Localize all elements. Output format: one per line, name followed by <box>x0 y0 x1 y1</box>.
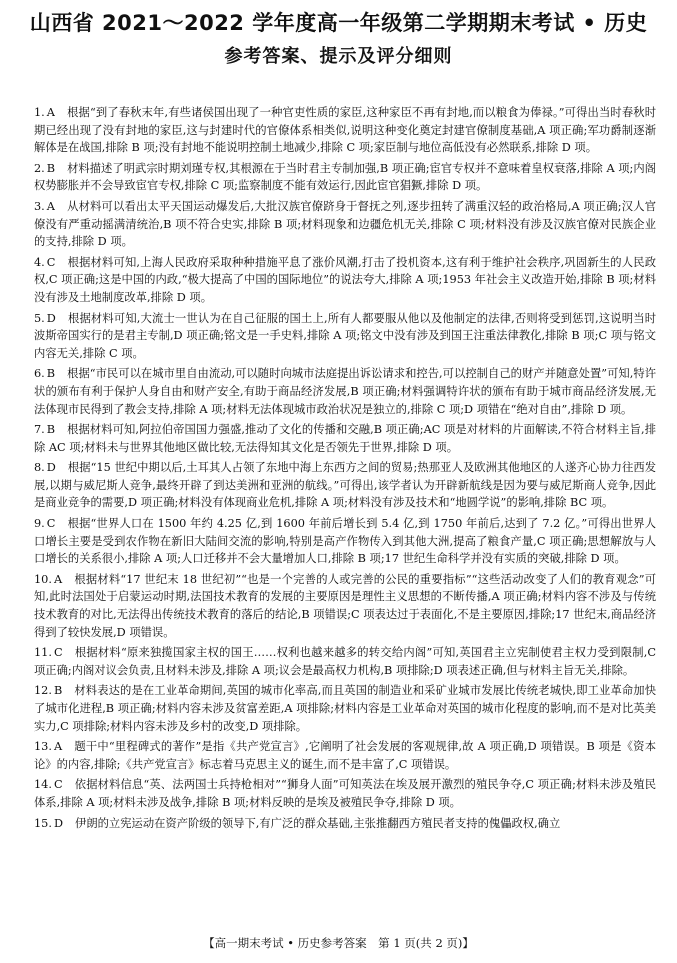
answer-paragraph <box>34 815 656 833</box>
answer-item <box>34 254 656 307</box>
answer-paragraph <box>34 682 656 735</box>
answer-paragraph <box>34 421 656 456</box>
explanation-text: 材料表达的是在工业革命期间,英国的城市化率高,而且英国的制造业和采矿业城市发展比传统老城快,即工业革命加快了城市化进程,B 项正确;材料内容未涉及贫富差距,A 项排除;材料内容是工业革命对英国的城市化程度的影响,而不是对比英美实力,C 项排除;材料内容未涉及乡村的改变,D 项排除。 <box>34 684 656 733</box>
explanation-text: 题干中“里程碑式的著作”是指《共产党宣言》,它阐明了社会发展的客观规律,故 A 项正确,D 项错误。B 项是《资本论》的内容,排除;《共产党宣言》标志着马克思主义的诞生,而不是丰富了,C 项错误。 <box>34 740 656 771</box>
answer-letter: C <box>46 255 56 269</box>
explanation-text: 根据“到了春秋末年,有些诸侯国出现了一种官吏性质的家臣,这种家臣不再有封地,而以粮食为俸禄。”可得出当时春秋时期已经出现了没有封地的家臣,这与封建时代的官僚体系相类似,说明这种变化奠定封建官僚制度基础,A 项正确;军功爵制逐渐解体是在战国,排除 B 项;没有封地不能说明控制土地减少,排除 C 项;家臣制与地位高低没有必然联系,排除 D 项。 <box>34 106 656 155</box>
answer-item <box>34 160 656 195</box>
page-subtitle: 参考答案、提示及评分细则 <box>224 46 453 67</box>
answer-paragraph <box>34 644 656 679</box>
explanation-text: 根据材料“原来独揽国家主权的国王……权利也越来越多的转交给内阁”可知,英国君主立宪制使君主权力受到限制,C 项正确;内阁对议会负责,且材料未涉及,排除 A 项;议会是最高权力机构,B 项排除;D 项表述正确,但与材料主旨无关,排除。 <box>34 646 656 677</box>
answer-letter: D <box>46 461 56 475</box>
answer-letter: C <box>53 646 63 660</box>
answer-letter: A <box>46 199 55 213</box>
answer-item <box>34 571 656 641</box>
answer-item <box>34 515 656 568</box>
explanation-text: 伊朗的立宪运动在资产阶级的领导下,有广泛的群众基础,主张推翻西方殖民者支持的傀儡政权,确立 <box>75 816 561 830</box>
question-number: 9. <box>34 517 45 531</box>
answer-list <box>34 104 656 928</box>
page-title: 山西省 2021～2022 学年度高一年级第二学期期末考试 • 历史 <box>29 11 648 35</box>
answer-letter: A <box>53 572 63 586</box>
answer-letter: A <box>46 106 55 119</box>
explanation-text: 依据材料信息“英、法两国士兵持枪相对”“狮身人面”可知英法在埃及展开激烈的殖民争夺,C 项正确;材料未涉及殖民体系,排除 A 项;材料未涉及战争,排除 B 项;材料反映的是埃及被殖民争夺,排除 D 项。 <box>34 778 656 809</box>
answer-letter: D <box>53 816 64 830</box>
explanation-text: 根据材料可知,大流士一世认为在自己征服的国土上,所有人都要服从他以及他制定的法律,否则将受到惩罚,这说明当时波斯帝国实行的是君主专制,D 项正确;铭文是一手史料,排除 A 项;铭文中没有涉及到国王注重法律教化,排除 B 项;C 项与铭文内容无关,排除 C 项。 <box>34 311 656 360</box>
answer-item <box>34 738 656 773</box>
answer-item <box>34 198 656 251</box>
answer-paragraph <box>34 254 656 307</box>
question-number: 14. <box>34 778 52 792</box>
question-number: 10. <box>34 572 52 586</box>
answer-letter: C <box>46 517 56 531</box>
answer-item <box>34 776 656 811</box>
answer-paragraph <box>34 571 656 641</box>
explanation-text: 根据“市民可以在城市里自由流动,可以随时向城市法庭提出诉讼请求和控告,可以控制自己的财产并随意处置”可知,特许状的颁布有利于保护人身自由和财产安全,有助于商品经济发展,B 项正确;材料强调特许状的颁布有助于城市商品经济发展,无法体现市民得到了教会支持,排除 A 项;材料无法体现城市政治状况是独立的,排除 C 项;D 项错在“绝对自由”,排除 D 项。 <box>34 367 656 416</box>
question-number: 11. <box>34 646 52 660</box>
answer-item <box>34 459 656 512</box>
question-number: 15. <box>34 816 52 830</box>
answer-item <box>34 421 656 456</box>
explanation-text: 从材料可以看出太平天国运动爆发后,大批汉族官僚跻身于督抚之列,逐步扭转了满重汉轻的政治格局,A 项正确;汉人官僚没有严重动摇满清统治,B 项不符合史实,排除 B 项;材料现象和边疆危机无关,排除 C 项;材料没有涉及汉族官僚对民族企业的支持,排除 D 项。 <box>34 199 656 249</box>
answer-paragraph <box>34 365 656 418</box>
answer-letter: B <box>46 367 56 381</box>
answer-letter: D <box>46 311 56 325</box>
answer-letter: B <box>46 161 56 175</box>
answer-paragraph <box>34 776 656 811</box>
answer-item <box>34 644 656 679</box>
answer-item <box>34 104 656 157</box>
answer-item <box>34 682 656 735</box>
answer-letter: B <box>53 684 63 698</box>
explanation-text: 根据“世界人口在 1500 年约 4.25 亿,到 1600 年前后增长到 5.4 亿,到 1750 年前后,达到了 7.2 亿。”可得出世界人口增长主要是受到农作物在新旧大陆间交流的影响,特别是高产作物传入到其他大洲,提高了粮食产量,C 项正确;思想解放与人口增长的关系很小,排除 A 项;人口迁移并不会大量增加人口,排除 B 项;17 世纪生命科学并没有实质的突破,排除 D 项。 <box>34 517 656 566</box>
answer-paragraph <box>34 310 656 363</box>
answer-letter: B <box>46 423 56 437</box>
question-number: 3. <box>34 199 45 213</box>
question-number: 13. <box>34 740 52 754</box>
question-number: 12. <box>34 684 52 698</box>
explanation-text: 材料描述了明武宗时期刘瑾专权,其根源在于当时君主专制加强,B 项正确;宦官专权并不意味着皇权衰落,排除 A 项;内阁权势膨胀并不会导致宦官专权,排除 C 项;监察制度不能有效运行,因此宦官猖獗,排除 D 项。 <box>34 161 656 193</box>
explanation-text: 根据材料可知,阿拉伯帝国国力强盛,推动了文化的传播和交融,B 项正确;AC 项是对材料的片面解读,不符合材料主旨,排除 AC 项;材料未与世界其他地区做比较,无法得知其文化是否领先于世界,排除 D 项。 <box>34 423 656 454</box>
answer-item <box>34 365 656 418</box>
question-number: 7. <box>34 423 45 437</box>
page-footer: 【高一期末考试 • 历史参考答案 第 1 页(共 2 页)】 <box>203 936 474 950</box>
answer-item <box>34 815 656 833</box>
question-number: 2. <box>34 161 45 175</box>
answer-letter: A <box>53 740 63 754</box>
answer-paragraph <box>34 738 656 773</box>
answer-letter: C <box>53 778 63 792</box>
explanation-text: 根据材料可知,上海人民政府采取种种措施平息了涨价风潮,打击了投机资本,这有利于维护社会秩序,巩固新生的人民政权,C 项正确;这是中国的内政,“极大提高了中国的国际地位”的说法夸大,排除 A 项;1953 年社会主义改造开始,排除 B 项;材料没有涉及土地制度改革,排除 D 项。 <box>34 255 656 304</box>
explanation-text: 根据“15 世纪中期以后,土耳其人占领了东地中海上东西方之间的贸易;热那亚人及欧洲其他地区的人遂齐心协力往西发展,以期与威尼斯人竞争,最终开辟了到达美洲和亚洲的航线。”可得出,该学者认为开辟新航线是因为要与威尼斯商人竞争,因此是商业竞争的需要,D 项正确;材料没有体现商业危机,排除 A 项;材料没有涉及技术和“地圆学说”的影响,排除 BC 项。 <box>34 461 656 510</box>
question-number: 8. <box>34 461 45 475</box>
answer-paragraph <box>34 515 656 568</box>
answer-paragraph <box>34 459 656 512</box>
question-number: 1. <box>34 106 45 119</box>
answer-item <box>34 310 656 363</box>
answer-paragraph <box>34 160 656 195</box>
answer-paragraph <box>34 104 656 157</box>
explanation-text: 根据材料“17 世纪末 18 世纪初”“也是一个完善的人或完善的公民的重要指标”“这些活动改变了人们的教育观念”可知,此时法国处于启蒙运动时期,法国技术教育的发展的主要原因是理性主义思想的不断传播,A 项正确;材料内容不涉及与传统技术教育的对比,无法得出传统技术教育的落后的结论,B 项错误;C 项表达过于表面化,不是主要原因,排除;17 世纪末,商品经济得到了较快发展,D 项错误。 <box>34 572 656 639</box>
question-number: 4. <box>34 255 45 269</box>
answer-paragraph <box>34 198 656 251</box>
question-number: 6. <box>34 367 45 381</box>
question-number: 5. <box>34 311 45 325</box>
